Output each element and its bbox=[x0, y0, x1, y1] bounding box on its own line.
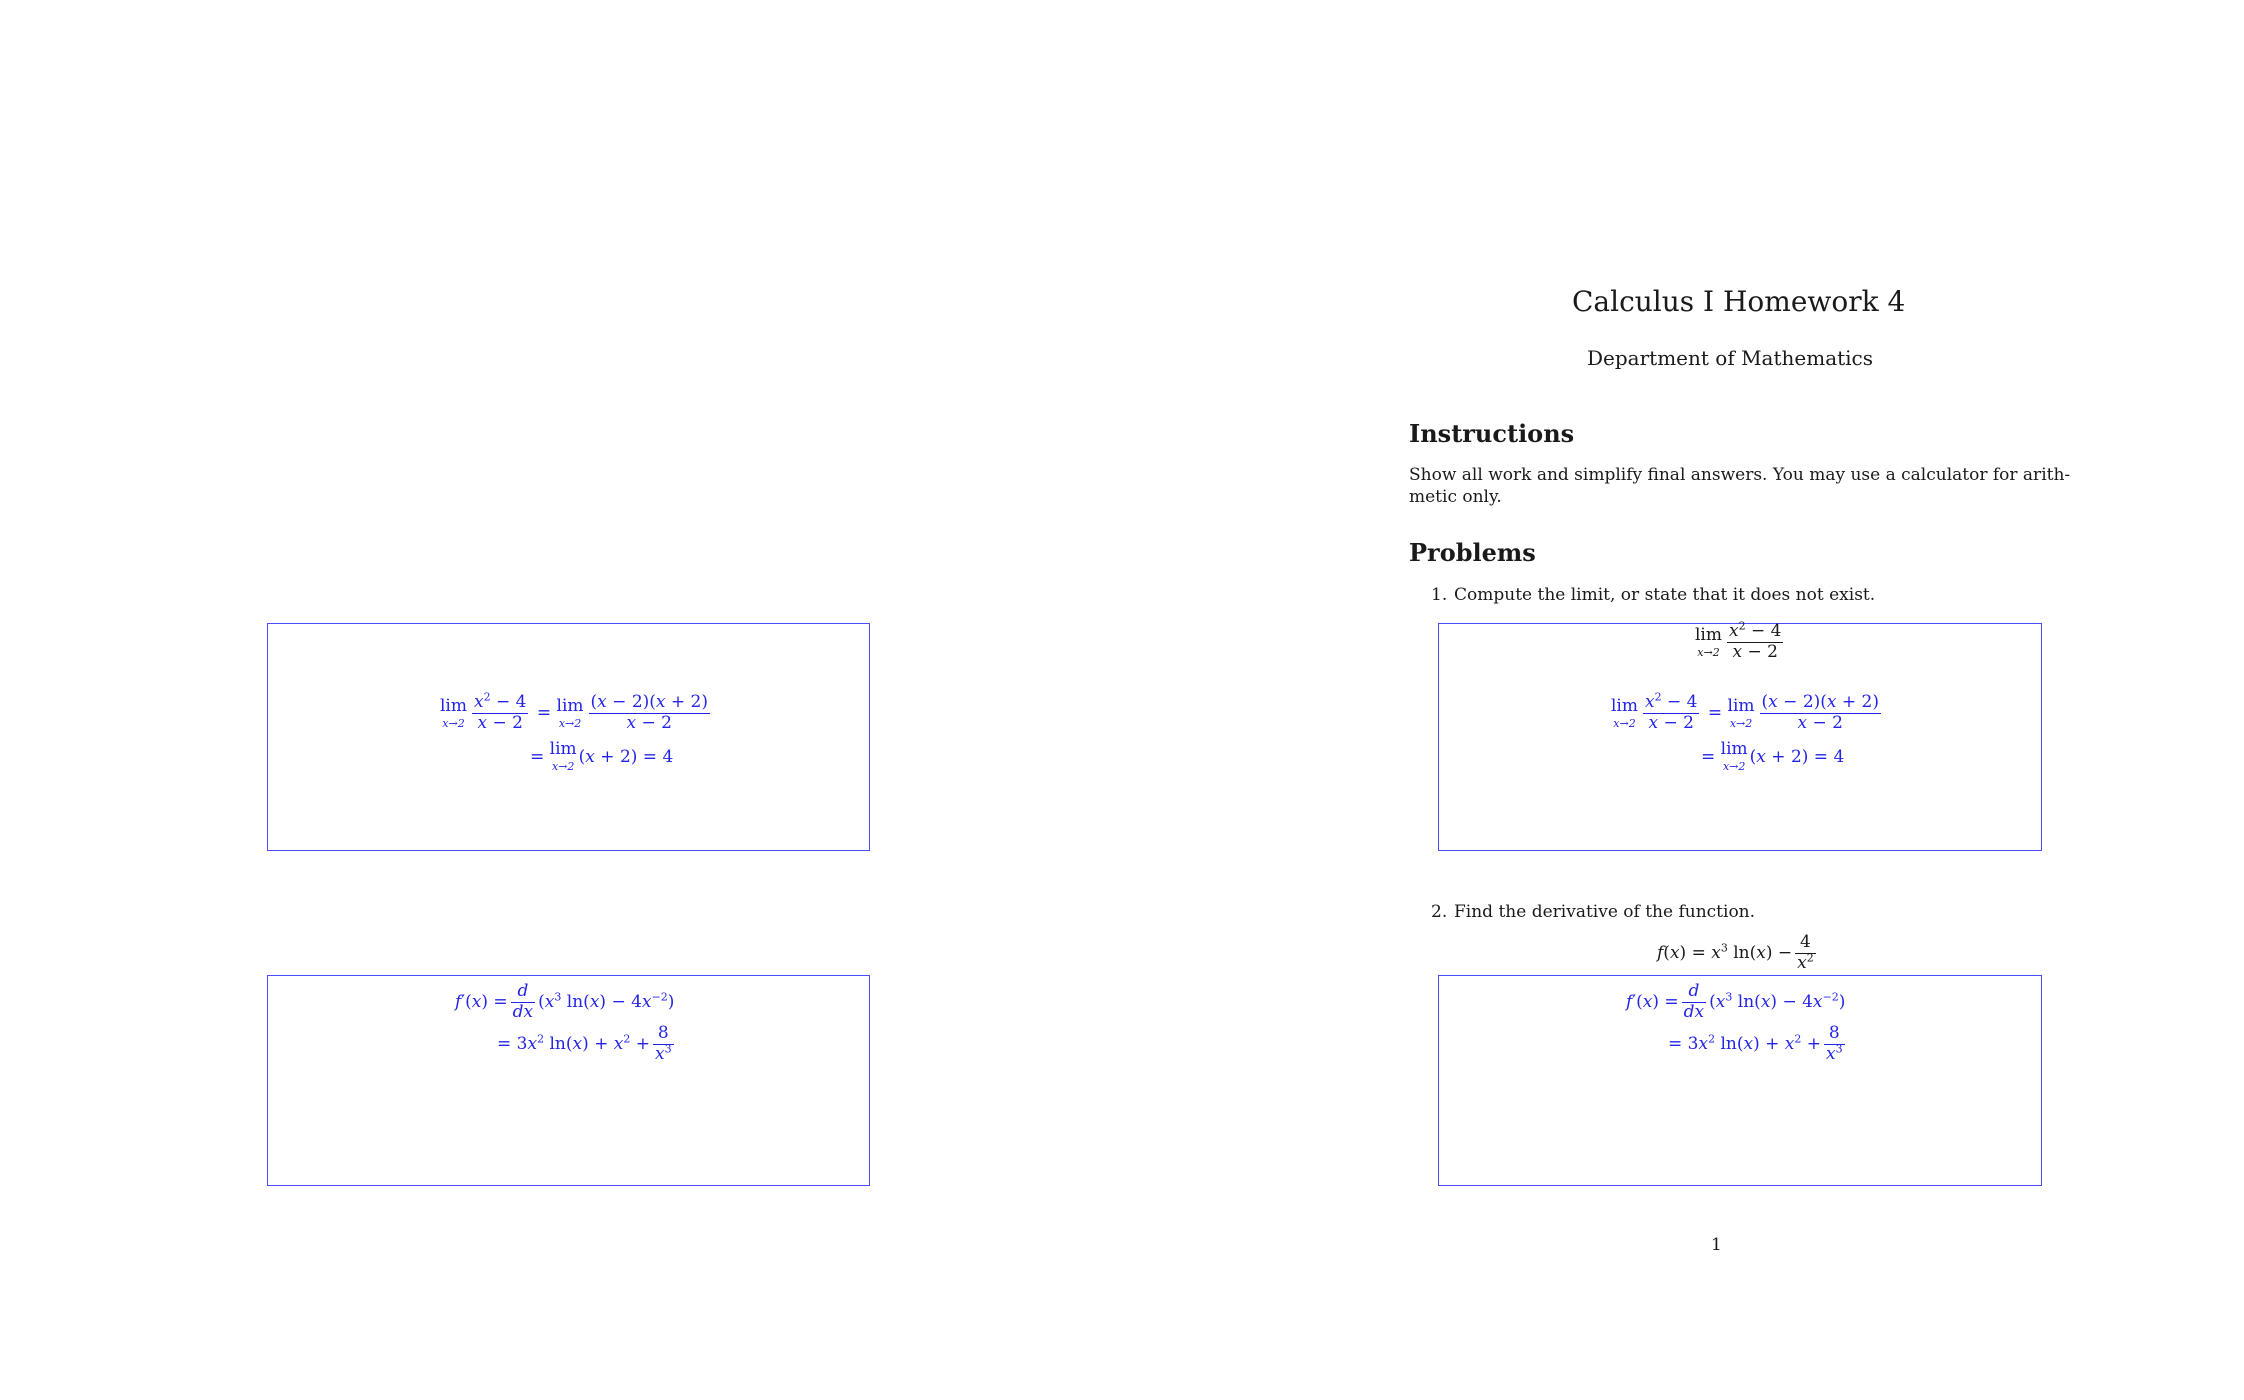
problem-1-number: 1. bbox=[1431, 585, 1448, 605]
instructions-text-line2: metic only. bbox=[1409, 487, 1502, 507]
limit-solution-line2-left: = lim x→2 (x + 2) = 4 bbox=[530, 739, 674, 773]
problem-1-expression: lim x→2 $\frac{x^2 - 4}{x - 2}$ bbox=[1695, 619, 1782, 662]
problem-2-prompt: Find the derivative of the function. bbox=[1454, 902, 1756, 922]
page-number: 1 bbox=[1711, 1235, 1722, 1255]
derivative-solution-line1: f′(x) = $\frac{d}{dx}$ ($x^3$ $\ln(x) - 4x^{-2}$) bbox=[1626, 981, 1846, 1022]
problem-2-number: 2. bbox=[1431, 902, 1448, 922]
limit-solution-line1: lim x→2 $\frac{x^2 - 4}{x - 2}$ = lim x→2 $\frac{(x - 2)(x + 2)}{x - 2}$ bbox=[1611, 690, 1879, 733]
instructions-text-line1: Show all work and simplify final answers. You may use a calculator for arith- bbox=[1409, 465, 2071, 485]
document-title: Calculus I Homework 4 bbox=[1572, 285, 1906, 318]
problems-heading: Problems bbox=[1409, 538, 1536, 567]
document-department: Department of Mathematics bbox=[1587, 346, 1874, 370]
limit-solution-line2: = lim x→2 (x + 2) = 4 bbox=[1701, 739, 1845, 773]
problem-2-expression: $f(x) = x^3$ ln(x) − $\frac{4}{x^2}$ bbox=[1657, 932, 1814, 973]
derivative-solution-line2: = $3x^2$ $\ln(x) + x^2$ + $\frac{8}{x^3}$ bbox=[1668, 1023, 1843, 1064]
limit-solution-line1-left: lim x→2 $\frac{x^2 - 4}{x - 2}$ = lim x→2 $\frac{(x - 2)(x + 2)}{x - 2}$ bbox=[440, 690, 708, 733]
derivative-solution-line2-left: = $3x^2$ $\ln(x) + x^2$ + $\frac{8}{x^3}$ bbox=[497, 1023, 672, 1064]
derivative-solution-line1-left: f′(x) = $\frac{d}{dx}$ ($x^3$ $\ln(x) - 4x^{-2}$) bbox=[455, 981, 675, 1022]
problem-1-prompt: Compute the limit, or state that it does not exist. bbox=[1454, 585, 1876, 605]
answer-box-1-left bbox=[267, 623, 870, 851]
instructions-heading: Instructions bbox=[1409, 419, 1575, 448]
